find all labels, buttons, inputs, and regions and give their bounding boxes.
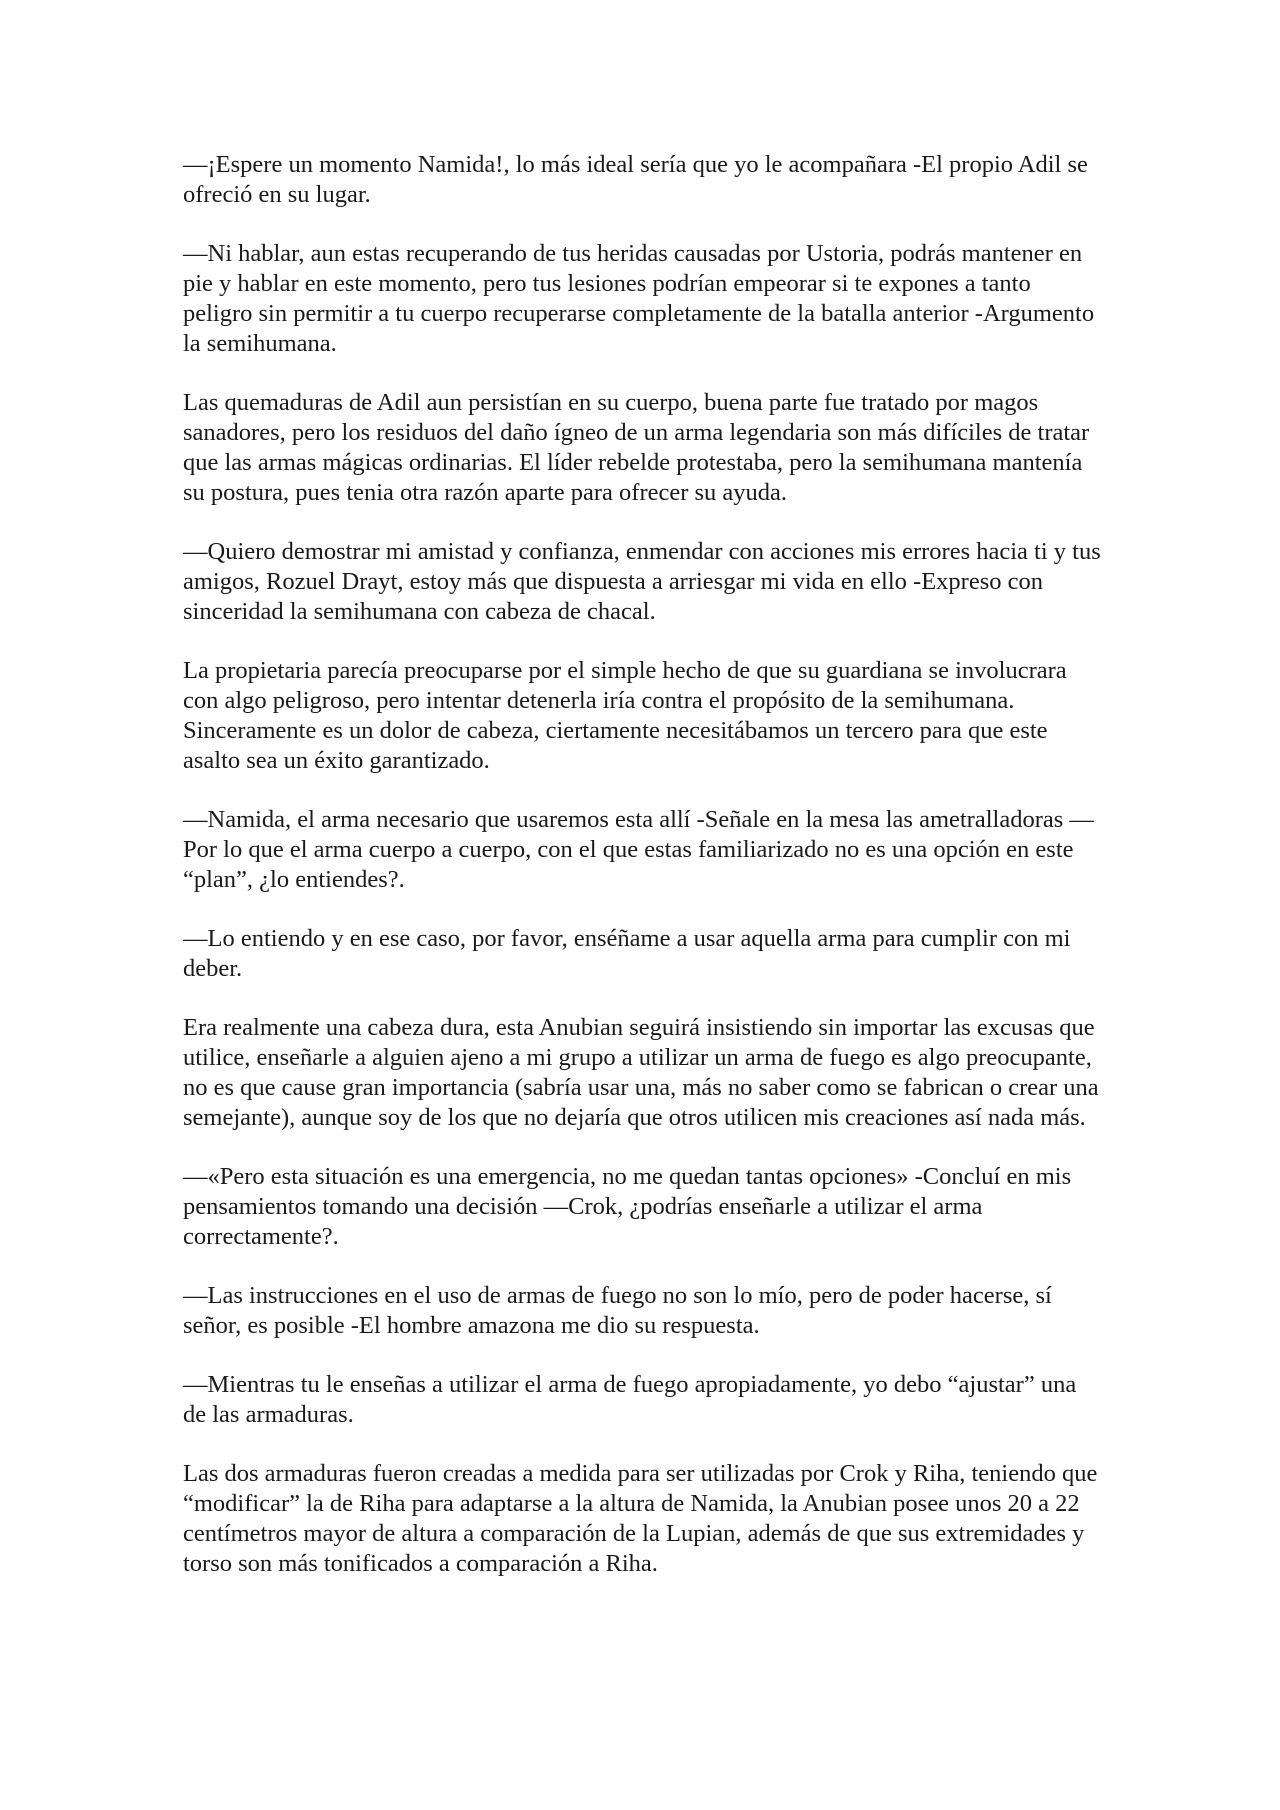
paragraph: —Lo entiendo y en ese caso, por favor, enséñame a usar aquella arma para cumplir con mi deber. [183, 925, 1071, 982]
body-text [183, 150, 1103, 1608]
paragraph: —«Pero esta situación es una emergencia, no me quedan tantas opciones» -Concluí en mis pensamientos tomando una decisión —Crok, ¿podrías enseñarle a utilizar el arma correctamente?. [183, 1163, 1072, 1250]
paragraph: —Quiero demostrar mi amistad y confianza, enmendar con acciones mis errores hacia ti y tus amigos, Rozuel Drayt, estoy más que dispuesta a arriesgar mi vida en ello -Expreso con sinceridad la semihumana con cabeza de chacal. [183, 538, 1101, 625]
paragraph: Era realmente una cabeza dura, esta Anubian seguirá insistiendo sin importar las excusas que utilice, enseñarle a alguien ajeno a mi grupo a utilizar un arma de fuego es algo preocupante, no es que cause gran importancia (sabría usar una, más no saber como se fabrican o crear una semejante), aunque soy de los que no dejaría que otros utilicen mis creaciones así nada más. [183, 1014, 1099, 1131]
paragraph: —Ni hablar, aun estas recuperando de tus heridas causadas por Ustoria, podrás mantener en pie y hablar en este momento, pero tus lesiones podrían empeorar si te expones a tanto peligro sin permitir a tu cuerpo recuperarse completamente de la batalla anterior -Argumento la semihumana. [183, 240, 1095, 357]
paragraph: La propietaria parecía preocuparse por el simple hecho de que su guardiana se involucrara con algo peligroso, pero intentar detenerla iría contra el propósito de la semihumana. Sinceramente es un dolor de cabeza, ciertamente necesitábamos un tercero para que este asalto sea un éxito garantizado. [183, 657, 1067, 774]
paragraph: —Namida, el arma necesario que usaremos esta allí -Señale en la mesa las ametralladoras —Por lo que el arma cuerpo a cuerpo, con el que estas familiarizado no es una opción en este “plan”, ¿lo entiendes?. [183, 806, 1094, 893]
paragraph: —¡Espere un momento Namida!, lo más ideal sería que yo le acompañara -El propio Adil se ofreció en su lugar. [183, 151, 1088, 208]
paragraph: —Las instrucciones en el uso de armas de fuego no son lo mío, pero de poder hacerse, sí señor, es posible -El hombre amazona me dio su respuesta. [183, 1282, 1052, 1339]
paragraph: Las quemaduras de Adil aun persistían en su cuerpo, buena parte fue tratado por magos sanadores, pero los residuos del daño ígneo de un arma legendaria son más difíciles de tratar que las armas mágicas ordinarias. El líder rebelde protestaba, pero la semihumana mantenía su postura, pues tenia otra razón aparte para ofrecer su ayuda. [183, 389, 1090, 506]
paragraph: —Mientras tu le enseñas a utilizar el arma de fuego apropiadamente, yo debo “ajustar” una de las armaduras. [183, 1371, 1077, 1428]
paragraph: Las dos armaduras fueron creadas a medida para ser utilizadas por Crok y Riha, teniendo que “modificar” la de Riha para adaptarse a la altura de Namida, la Anubian posee unos 20 a 22 centímetros mayor de altura a comparación de la Lupian, además de que sus extremidades y torso son más tonificados a comparación a Riha. [183, 1460, 1098, 1577]
